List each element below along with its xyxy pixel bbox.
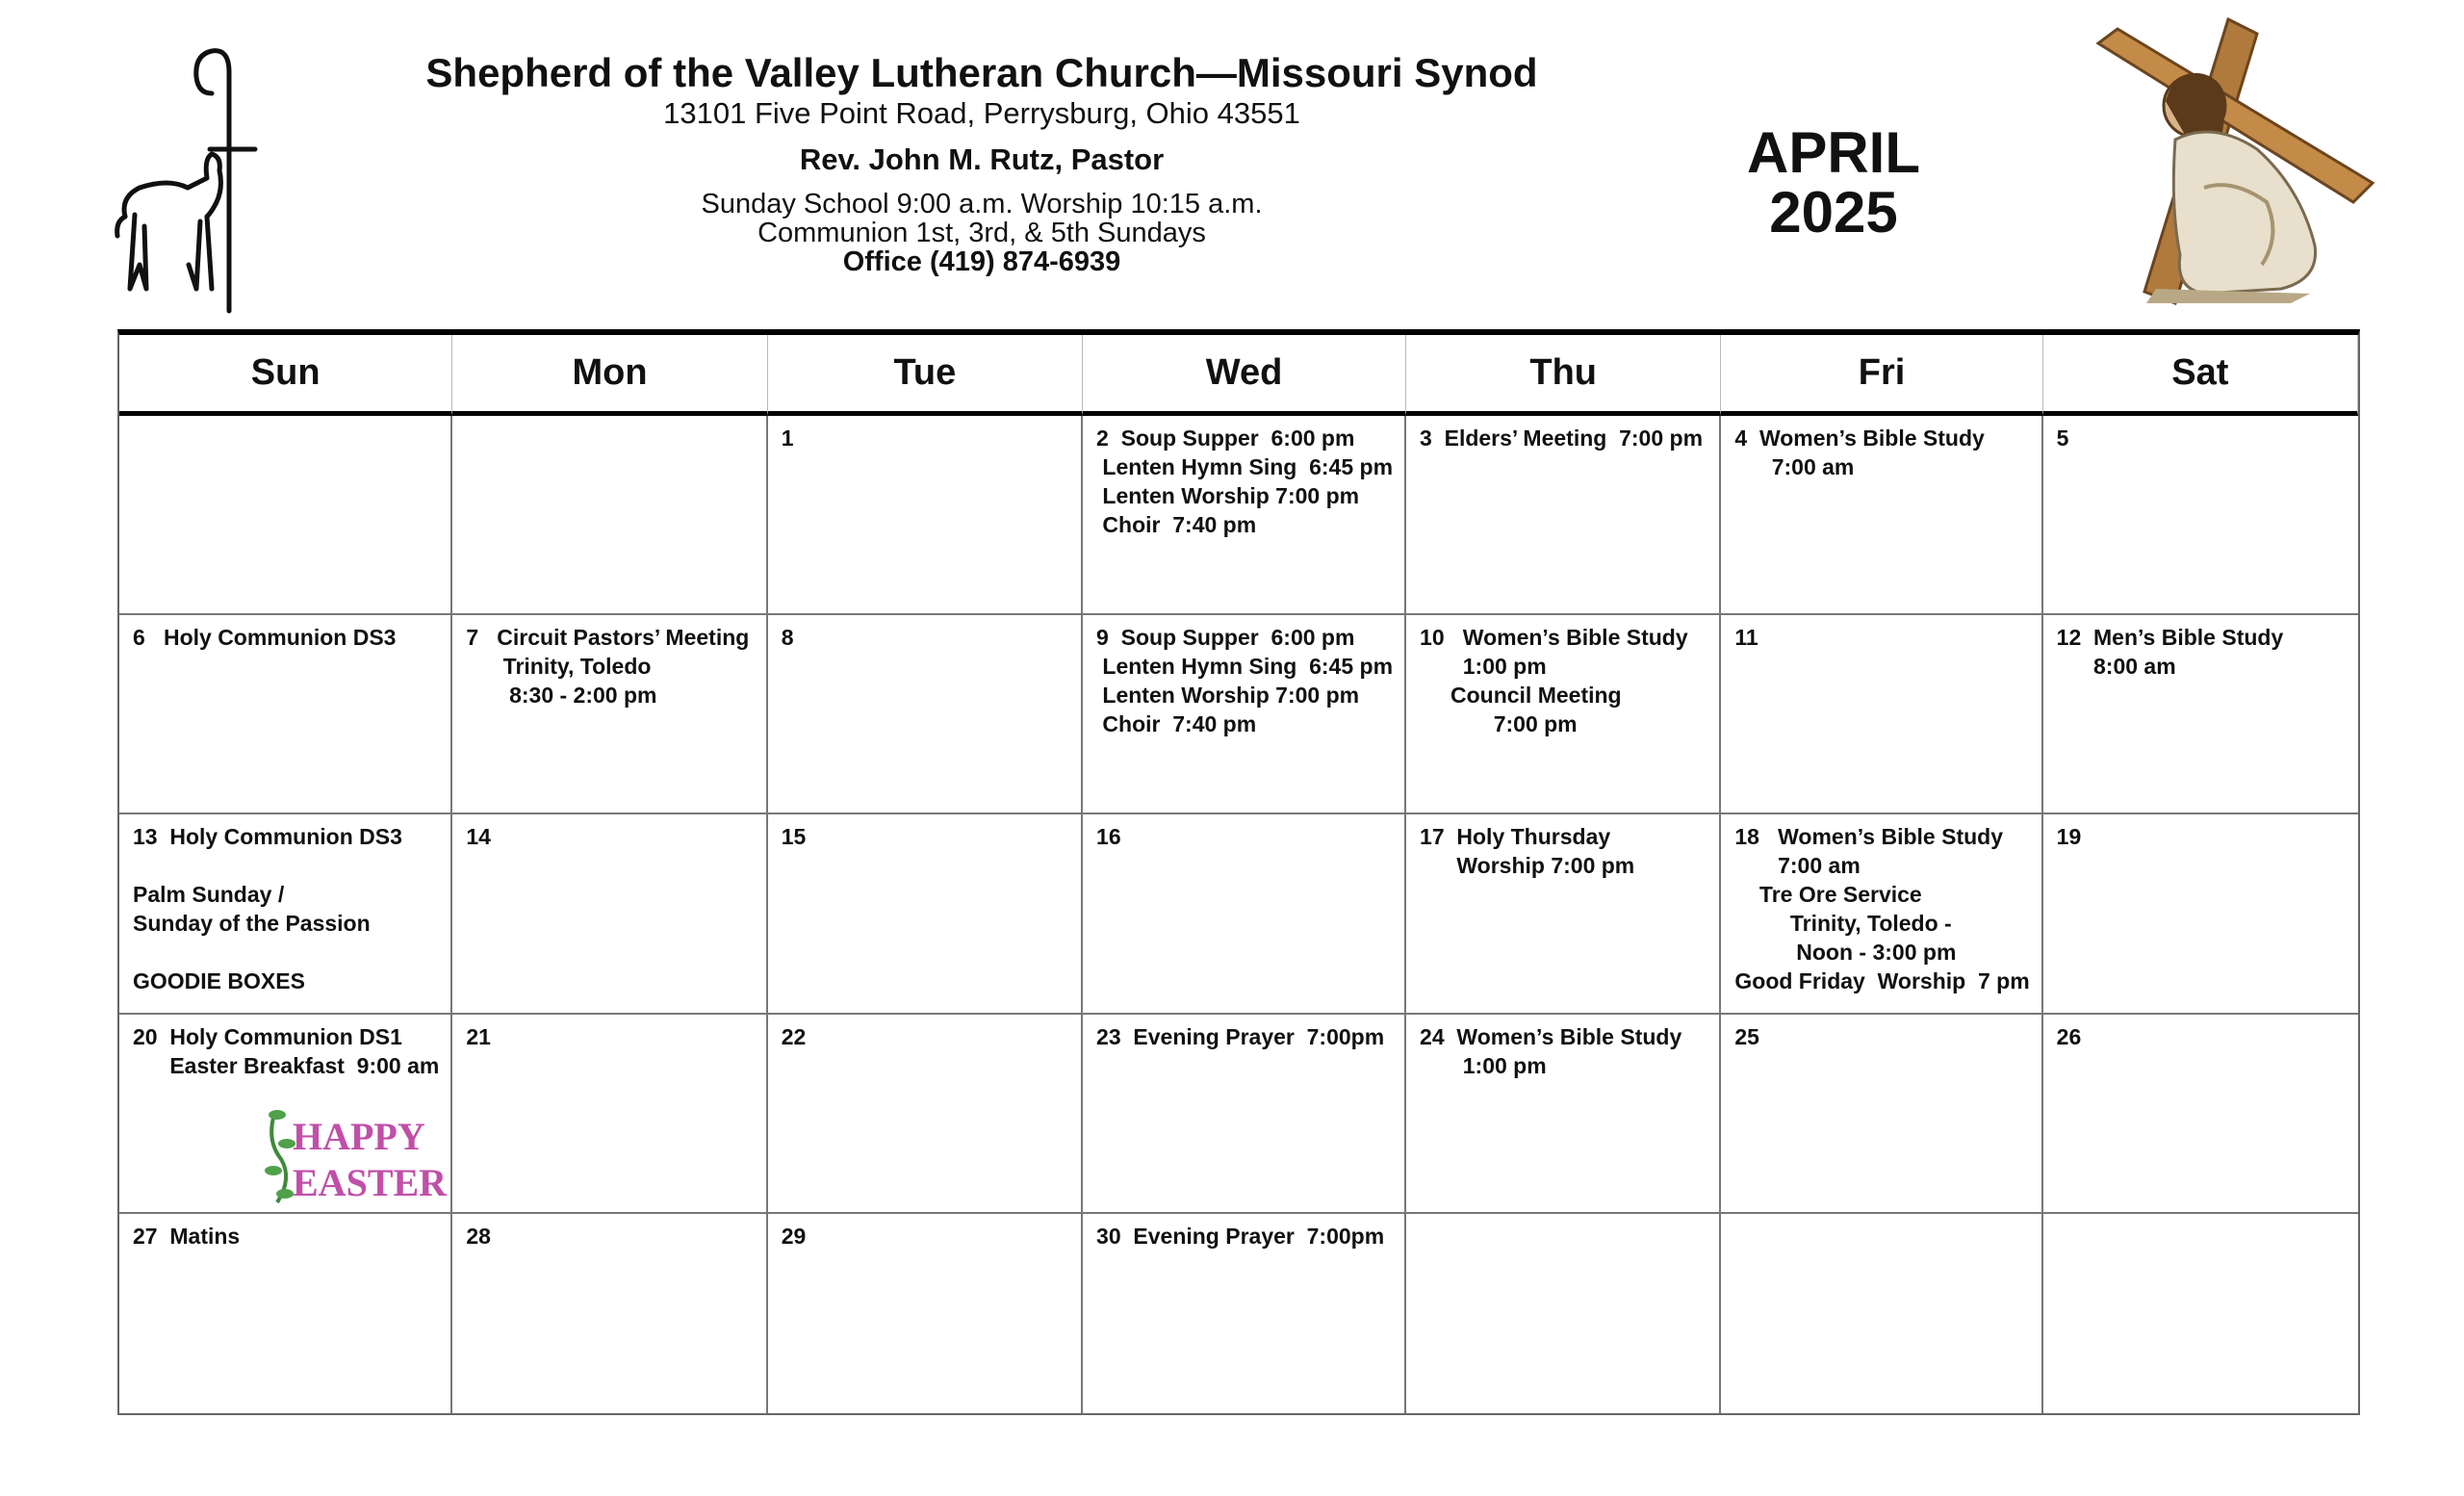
day-entry-line: 7:00 am	[1734, 454, 1855, 479]
day-entry-title: 7 Circuit Pastors’ Meeting	[466, 625, 750, 651]
day-entry-line: Worship 7:00 pm	[1420, 853, 1635, 879]
day-of-week-header: Sat	[2043, 335, 2358, 416]
day-entry-line: Lenten Hymn Sing 6:45 pm	[1096, 654, 1394, 680]
day-entry-title: 25	[1734, 1023, 1759, 1049]
day-entry-line: 8:00 am	[2056, 654, 2176, 680]
calendar-day-cell	[119, 416, 452, 615]
calendar-day-cell	[1083, 1015, 1406, 1214]
day-entry-title: 1	[781, 426, 794, 451]
day-entry-title: 9 Soup Supper 6:00 pm	[1096, 625, 1355, 651]
calendar-day-cell	[119, 814, 452, 1014]
calendar-day-cell	[1721, 1015, 2042, 1214]
calendar-day-cell	[452, 1015, 767, 1214]
church-name: Shepherd of the Valley Lutheran Church—Missouri Synod	[425, 50, 1538, 95]
calendar-day-cell	[1406, 814, 1721, 1014]
day-entry-title: 15	[781, 824, 807, 850]
day-of-week-header: Mon	[452, 335, 767, 416]
calendar-day-cell	[119, 1214, 452, 1413]
day-entry-title: 23 Evening Prayer 7:00pm	[1096, 1023, 1385, 1049]
day-entry-line: 1:00 pm	[1420, 1052, 1547, 1078]
calendar-day-cell	[768, 1214, 1083, 1413]
day-of-week-header: Fri	[1721, 335, 2042, 416]
easter-text-line2: EASTER	[293, 1160, 448, 1204]
day-entry-title: 5	[2056, 426, 2069, 451]
day-entry-title: 10 Women’s Bible Study	[1420, 625, 1688, 651]
calendar-day-cell	[1721, 416, 2042, 615]
calendar-day-cell	[2043, 416, 2358, 615]
calendar-day-cell	[452, 1214, 767, 1413]
happy-easter-icon	[264, 1101, 448, 1207]
calendar-day-cell	[1406, 1015, 1721, 1214]
day-entry-title: 29	[781, 1223, 807, 1249]
day-entry-title: 28	[466, 1223, 491, 1249]
calendar-day-cell	[1083, 416, 1406, 615]
day-of-week-header: Sun	[119, 335, 452, 416]
day-entry-line: Choir 7:40 pm	[1096, 512, 1257, 537]
calendar-day-cell	[1406, 615, 1721, 814]
church-address: 13101 Five Point Road, Perrysburg, Ohio 43551	[663, 96, 1300, 130]
calendar-day-cell	[1721, 1214, 2042, 1413]
day-entry-title: 6 Holy Communion DS3	[133, 625, 397, 651]
day-entry-line: Lenten Worship 7:00 pm	[1096, 483, 1360, 508]
day-entry-title: 24 Women’s Bible Study	[1420, 1023, 1682, 1049]
day-entry-line: Choir 7:40 pm	[1096, 711, 1257, 737]
day-entry-title: 4 Women’s Bible Study	[1734, 426, 1985, 451]
day-entry-line: Trinity, Toledo -	[1734, 911, 1952, 937]
calendar-day-cell	[2043, 1015, 2358, 1214]
day-entry-line: Palm Sunday /	[133, 882, 285, 908]
calendar-day-cell	[768, 416, 1083, 615]
day-entry-line: Trinity, Toledo	[466, 654, 652, 680]
calendar-day-cell	[119, 615, 452, 814]
day-entry-line: Easter Breakfast 9:00 am	[133, 1052, 440, 1078]
calendar-grid	[117, 329, 2360, 1415]
day-entry-title: 26	[2056, 1023, 2082, 1049]
calendar-day-cell	[768, 814, 1083, 1014]
day-entry-line: 1:00 pm	[1420, 654, 1547, 680]
day-entry-title: 13 Holy Communion DS3	[133, 824, 402, 850]
calendar-day-cell	[2043, 615, 2358, 814]
calendar-day-cell	[119, 1015, 452, 1214]
day-entry-title: 20 Holy Communion DS1	[133, 1023, 402, 1049]
day-entry-title: 8	[781, 625, 794, 651]
calendar-day-cell	[768, 615, 1083, 814]
communion-schedule: Communion 1st, 3rd, & 5th Sundays	[757, 218, 1206, 248]
easter-text-line1: HAPPY	[293, 1114, 425, 1158]
day-entry-title: 14	[466, 824, 491, 850]
day-entry-line: Lenten Worship 7:00 pm	[1096, 683, 1360, 709]
calendar-day-cell	[452, 615, 767, 814]
month-name: APRIL	[1747, 120, 1920, 185]
year: 2025	[1769, 180, 1898, 245]
calendar-day-cell	[1721, 615, 2042, 814]
calendar-day-cell	[2043, 814, 2358, 1014]
day-entry-title: 21	[466, 1023, 491, 1049]
day-entry-title: 27 Matins	[133, 1223, 241, 1249]
day-entry-title: 19	[2056, 824, 2082, 850]
day-entry-line: 8:30 - 2:00 pm	[466, 683, 657, 709]
day-entry-line: Sunday of the Passion	[133, 911, 371, 937]
day-entry-line: Good Friday Worship 7 pm	[1734, 968, 2030, 994]
day-entry-title: 3 Elders’ Meeting 7:00 pm	[1420, 426, 1704, 451]
calendar-day-cell	[452, 416, 767, 615]
day-entry-title: 30 Evening Prayer 7:00pm	[1096, 1223, 1385, 1249]
calendar-day-cell	[1083, 1214, 1406, 1413]
pastor-name: Rev. John M. Rutz, Pastor	[799, 142, 1165, 176]
calendar-day-cell	[768, 1015, 1083, 1214]
day-entry-line: Tre Ore Service	[1734, 882, 1922, 908]
day-entry-title: 16	[1096, 824, 1121, 850]
day-entry-title: 2 Soup Supper 6:00 pm	[1096, 426, 1355, 451]
day-entry-title: 11	[1734, 625, 1758, 651]
day-of-week-header: Wed	[1083, 335, 1406, 416]
day-entry-line	[133, 851, 439, 880]
day-entry-title: 22	[781, 1023, 807, 1049]
calendar-day-cell	[1406, 1214, 1721, 1413]
calendar-day-cell	[1083, 615, 1406, 814]
lamb-staff-logo-icon	[116, 43, 270, 322]
calendar-day-cell	[1083, 814, 1406, 1014]
day-entry-line: Lenten Hymn Sing 6:45 pm	[1096, 454, 1394, 479]
service-schedule: Sunday School 9:00 a.m. Worship 10:15 a.m.	[701, 189, 1263, 219]
calendar-day-cell	[1406, 416, 1721, 615]
calendar-day-cell	[1721, 814, 2042, 1014]
day-entry-line: 7:00 am	[1734, 853, 1861, 879]
cross-bearer-image-icon	[2060, 14, 2377, 313]
day-entry-title: 17 Holy Thursday	[1420, 824, 1611, 850]
calendar-day-cell	[452, 814, 767, 1014]
day-entry-line: GOODIE BOXES	[133, 968, 305, 994]
day-of-week-header: Thu	[1406, 335, 1721, 416]
day-entry-line: Council Meeting	[1420, 683, 1622, 709]
day-entry-line: Noon - 3:00 pm	[1734, 940, 1957, 966]
day-entry-line	[133, 938, 439, 967]
day-entry-title: 12 Men’s Bible Study	[2056, 625, 2284, 651]
day-of-week-header: Tue	[768, 335, 1083, 416]
day-entry-title: 18 Women’s Bible Study	[1734, 824, 2003, 850]
calendar-day-cell	[2043, 1214, 2358, 1413]
day-entry-line: 7:00 pm	[1420, 711, 1578, 737]
office-phone: Office (419) 874-6939	[842, 246, 1121, 277]
